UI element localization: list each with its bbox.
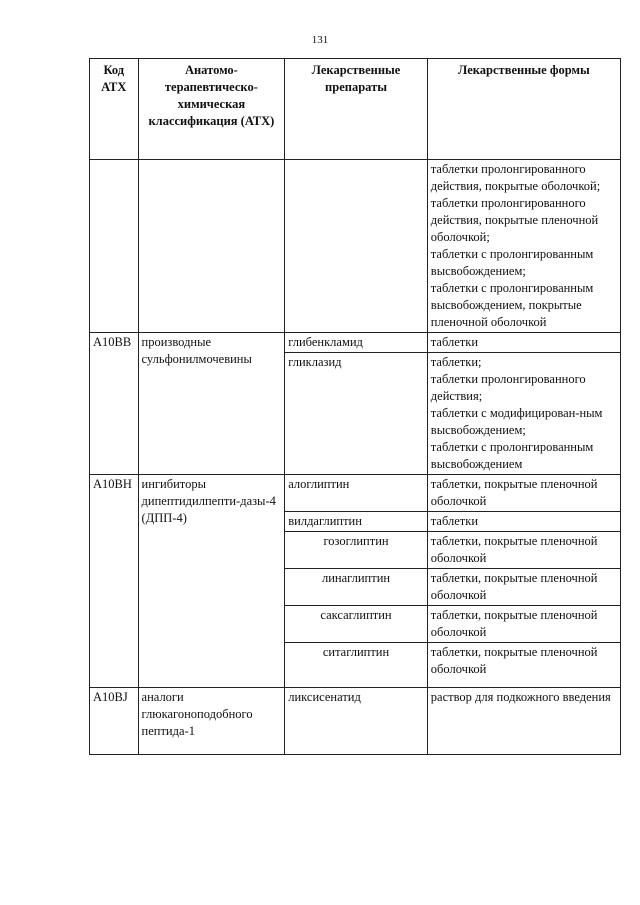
forms-cell: таблетки, покрытые пленочной оболочкой xyxy=(427,606,620,643)
drug-cell: вилдаглиптин xyxy=(285,512,428,532)
drug-cell: глибенкламид xyxy=(285,333,428,353)
forms-cell: таблетки; таблетки пролонгированного действия; таблетки с модифицирован-ным высвобождением; таблетки с пролонгированным высвобождением xyxy=(427,353,620,475)
table-row xyxy=(90,333,621,353)
table-row xyxy=(90,688,621,755)
class-cell xyxy=(138,160,285,333)
drug-cell: линаглиптин xyxy=(285,569,428,606)
class-cell: аналоги глюкагоноподобного пептида-1 xyxy=(138,688,285,755)
header-code: Код АТХ xyxy=(90,59,139,160)
drug-cell: ситаглиптин xyxy=(285,643,428,688)
forms-cell: таблетки xyxy=(427,333,620,353)
class-cell: ингибиторы дипептидилпепти-дазы-4 (ДПП-4) xyxy=(138,475,285,688)
forms-cell: таблетки, покрытые пленочной оболочкой xyxy=(427,643,620,688)
table-header-row xyxy=(90,59,621,160)
drug-cell: саксаглиптин xyxy=(285,606,428,643)
forms-cell: раствор для подкожного введения xyxy=(427,688,620,755)
drug-cell: ликсисенатид xyxy=(285,688,428,755)
forms-cell: таблетки пролонгированного действия, покрытые оболочкой; таблетки пролонгированного действия, покрытые пленочной оболочкой; таблетки с пролонгированным высвобождением; таблетки с пролонгированным высвобождением, покрытые пленочной оболочкой xyxy=(427,160,620,333)
atx-table xyxy=(89,58,621,755)
forms-cell: таблетки, покрытые пленочной оболочкой xyxy=(427,569,620,606)
forms-cell: таблетки, покрытые пленочной оболочкой xyxy=(427,475,620,512)
forms-cell: таблетки xyxy=(427,512,620,532)
drug-cell xyxy=(285,160,428,333)
code-cell: A10BB xyxy=(90,333,139,475)
code-cell xyxy=(90,160,139,333)
class-cell: производные сульфонилмочевины xyxy=(138,333,285,475)
code-cell: A10BH xyxy=(90,475,139,688)
table-row xyxy=(90,160,621,333)
page-number: 131 xyxy=(311,34,329,46)
header-forms: Лекарственные формы xyxy=(427,59,620,160)
header-classification: Анатомо-терапевтическо-химическая классификация (АТХ) xyxy=(138,59,285,160)
header-drugs: Лекарственные препараты xyxy=(285,59,428,160)
forms-cell: таблетки, покрытые пленочной оболочкой xyxy=(427,532,620,569)
drug-cell: алоглиптин xyxy=(285,475,428,512)
code-cell: A10BJ xyxy=(90,688,139,755)
drug-cell: гликлазид xyxy=(285,353,428,475)
table-row xyxy=(90,475,621,512)
drug-cell: гозоглиптин xyxy=(285,532,428,569)
